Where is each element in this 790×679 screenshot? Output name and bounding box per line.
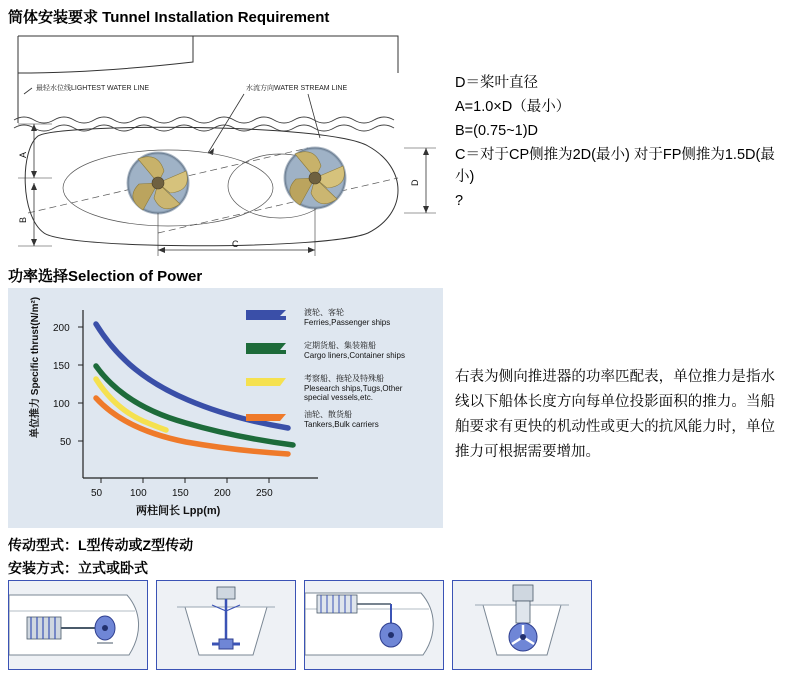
legend-label-research-cn: 考察船、拖轮及特殊船: [304, 374, 384, 383]
legend-label-tankers-cn: 油轮、散货船: [304, 410, 352, 419]
spec-item-d: D＝桨叶直径: [455, 75, 538, 91]
x-tick-200: 200: [214, 488, 231, 499]
spec-item-extra: ?: [455, 193, 464, 209]
spec-item-a: A=1.0×D（最小）: [455, 99, 571, 115]
x-tick-50: 50: [91, 488, 103, 499]
legend-label-research-en: Plesearch ships,Tugs,Other: [304, 384, 403, 393]
thumb-horizontal-bow[interactable]: [8, 580, 148, 670]
installation-thumbnails: [8, 580, 592, 670]
legend-marker-cargo: [246, 343, 286, 350]
label-lightest-water-line: 最轻水位线LIGHTEST WATER LINE: [36, 85, 150, 92]
power-section-title: 功率选择Selection of Power: [8, 268, 203, 285]
tunnel-section-title: 筒体安装要求 Tunnel Installation Requirement: [8, 9, 330, 26]
x-tick-250: 250: [256, 488, 273, 499]
y-tick-150: 150: [53, 361, 70, 372]
tunnel-spec-list: [455, 72, 775, 214]
chart-x-axis-title: 两柱间长 Lpp(m): [136, 505, 221, 517]
chart-y-axis-title: 单位推力 Specific thrust(N/m²): [30, 296, 41, 438]
legend-marker-tankers: [246, 414, 286, 421]
mount-type-line: 安装方式：立式或卧式: [8, 560, 148, 576]
power-note-paragraph: 右表为侧向推进器的功率匹配表，单位推力是指水线以下船体长度方向每单位投影面积的推力。当船舶要求有更快的机动性或更大的抗风能力时，单位推力可根据需要增加。: [455, 369, 775, 460]
legend-label-ferries-cn: 渡轮、客轮: [304, 308, 344, 317]
dim-a-label: A: [18, 151, 28, 158]
thumb-engine-room[interactable]: [304, 580, 444, 670]
spec-item-c: C＝对于CP侧推为2D(最小) 对于FP侧推为1.5D(最小): [455, 147, 775, 185]
dim-d-label: D: [410, 179, 420, 186]
legend-marker-research: [246, 378, 286, 386]
legend-marker-ferries: [246, 310, 286, 316]
legend-label-ferries-en: Ferries,Passenger ships: [304, 318, 391, 327]
propeller-right-icon: [285, 148, 345, 208]
propeller-left-icon: [128, 153, 188, 213]
legend-label-tankers-en: Tankers,Bulk carriers: [304, 420, 379, 429]
legend-label-cargo-cn: 定期货船、集装箱船: [304, 341, 376, 350]
dim-b-label: B: [18, 216, 28, 223]
power-selection-chart: [8, 288, 443, 528]
dim-c-label: C: [232, 239, 239, 249]
legend-label-cargo-en: Cargo liners,Container ships: [304, 351, 405, 360]
spec-item-b: B=(0.75~1)D: [455, 123, 539, 139]
thumb-tunnel-section[interactable]: [452, 580, 592, 670]
tunnel-installation-diagram: [8, 28, 438, 258]
x-tick-100: 100: [130, 488, 147, 499]
y-tick-50: 50: [60, 437, 72, 448]
drive-type-line: 传动型式：L型传动或Z型传动: [8, 537, 194, 553]
thumb-vertical-drive[interactable]: [156, 580, 296, 670]
x-tick-150: 150: [172, 488, 189, 499]
legend-label-research-en2: special vessels,etc.: [304, 393, 373, 402]
y-tick-100: 100: [53, 399, 70, 410]
label-water-stream-line: 水流方向WATER STREAM LINE: [246, 85, 348, 92]
y-tick-200: 200: [53, 323, 70, 334]
